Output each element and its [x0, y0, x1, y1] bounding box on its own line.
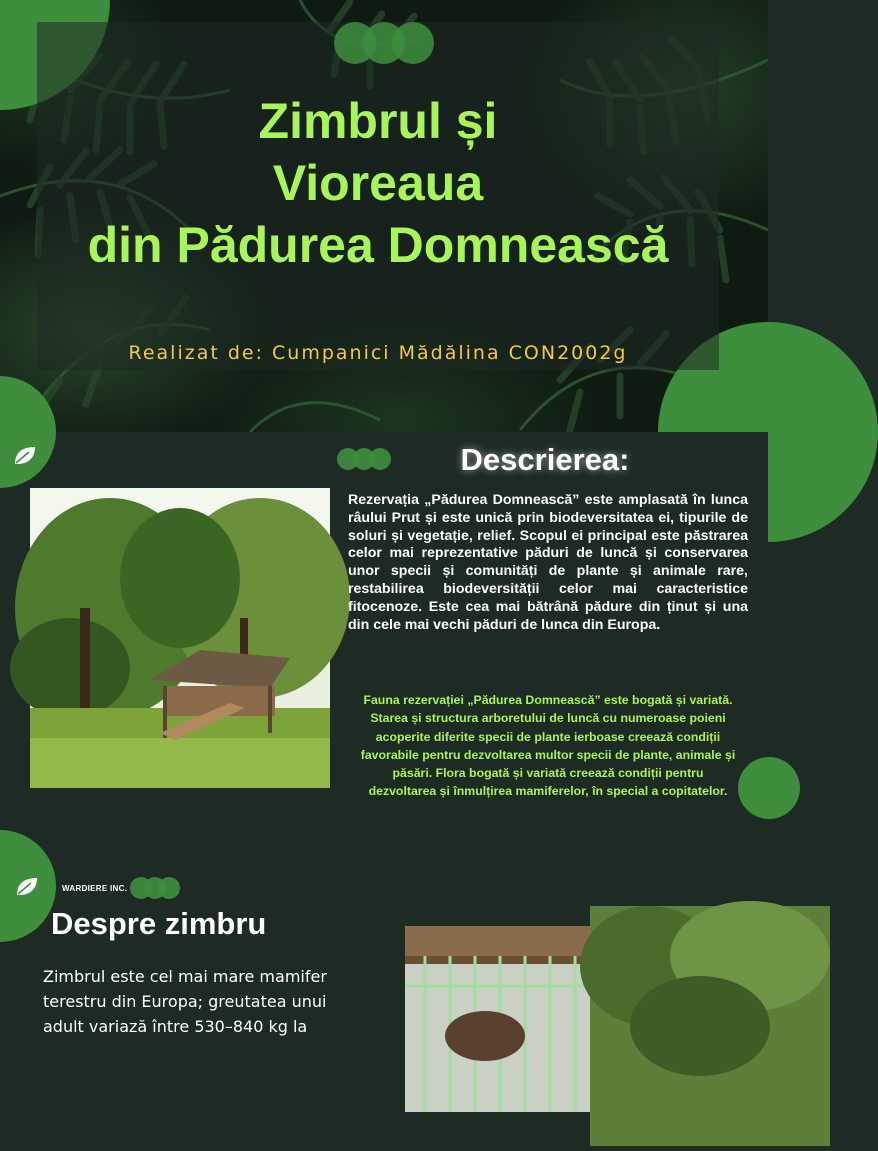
brand-label: WARDIERE INC. — [62, 884, 128, 893]
forest-photo — [590, 906, 830, 1146]
decorative-dots — [130, 877, 190, 899]
title-line-2: Vioreaua — [272, 155, 484, 211]
description-slide — [0, 432, 768, 862]
decorative-circle — [738, 757, 800, 819]
title-line-3: din Pădurea Domnească — [87, 217, 669, 273]
decorative-dots — [334, 22, 434, 64]
author-subtitle: Realizat de: Cumpanici Mădălina CON2002g — [128, 342, 628, 364]
description-paragraph: Rezervația „Pădurea Domnească” este amplasată în lunca râului Prut și este unică prin biodeversitatea ei, tipurile de soluri și vegetație, relief. Scopul ei principal este păstrarea celor mai reprezentative păduri de luncă și conservarea unor specii și comunități de plante și animale rare, restabilirea biodeversității celor mai caracteristice fitocenoze. Este cea mai bătrână pădure din ținut și una din cele mai vechi păduri de lunca din Europa. — [348, 492, 748, 633]
page-title — [37, 90, 719, 276]
bison-enclosure-photo — [405, 926, 591, 1112]
leaf-icon — [13, 446, 37, 466]
title-line-1: Zimbrul și — [258, 93, 498, 149]
section-heading-bison: Despre zimbru — [51, 906, 267, 941]
section-heading-description: Descrierea: — [460, 442, 630, 477]
title-slide — [0, 0, 768, 432]
leaf-icon — [15, 877, 39, 897]
bison-paragraph: Zimbrul este cel mai mare mamifer terestru din Europa; greutatea unui adult variază între 530–840 kg la — [43, 967, 327, 1036]
fauna-paragraph: Fauna rezervației „Pădurea Domnească” este bogată și variată. Starea și structura arboretului de luncă cu numeroase poieni acoperite diferite specii de plante ierboase creează condiții favorabile pentru dezvoltarea multor specii de plante, animale și păsări. Flora bogată și variată creează condiții pentru dezvoltarea și înmulțirea mamiferelor, în special a copitatelor. — [360, 693, 736, 799]
forest-gazebo-photo — [30, 488, 330, 788]
bison-slide — [0, 862, 768, 1036]
